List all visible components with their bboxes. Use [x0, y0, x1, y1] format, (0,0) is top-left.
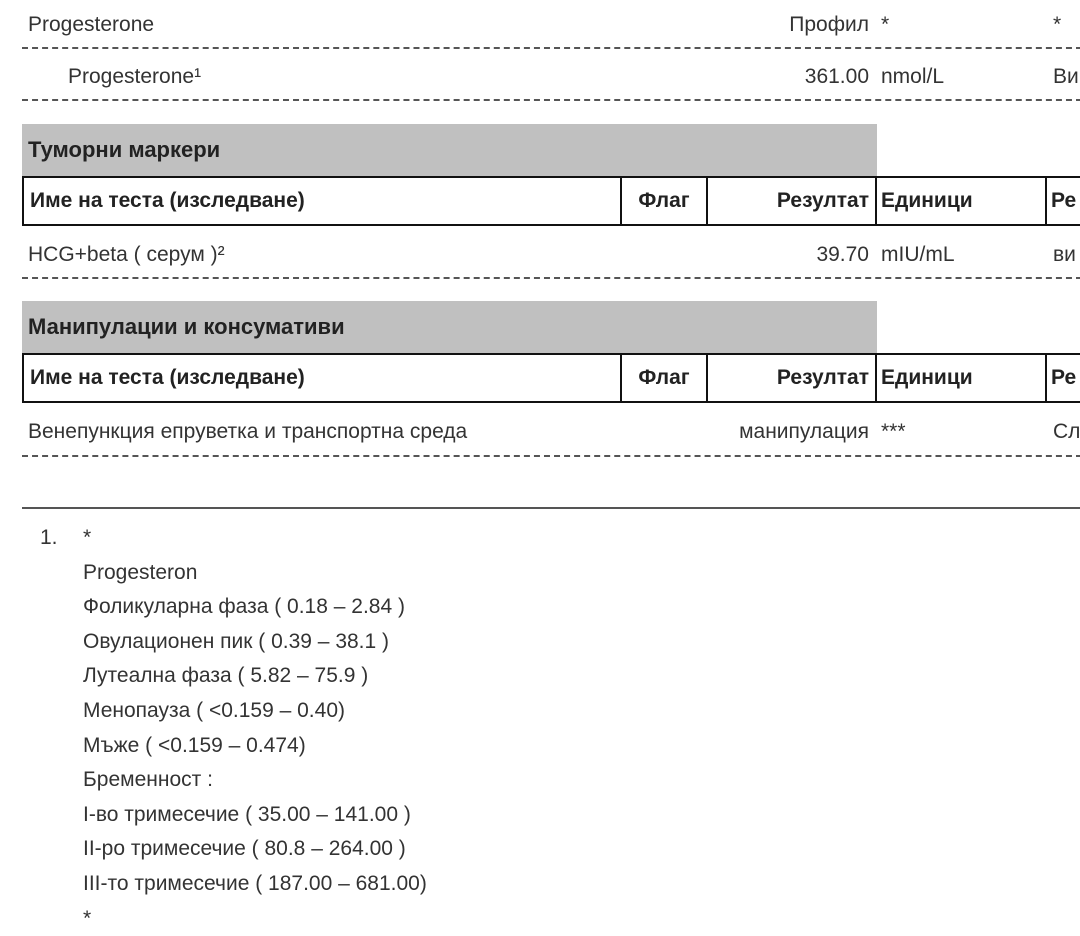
footnote-line: Бременност : [83, 768, 213, 792]
header-unit: Единици [877, 178, 1047, 224]
test-name: Progesterone [28, 13, 155, 36]
header-result: Резултат [706, 355, 877, 401]
unit: *** [881, 420, 906, 443]
footnote-line: Мъже ( <0.159 – 0.474) [83, 733, 306, 757]
header-name: Име на теста (изследване) [24, 178, 622, 224]
header-name: Име на теста (изследване) [24, 355, 622, 401]
header-flag: Флаг [622, 355, 708, 401]
unit: * [881, 13, 890, 36]
footnote-line: Менопауза ( <0.159 – 0.40) [83, 698, 345, 722]
table-header [22, 176, 1080, 226]
unit: nmol/L [881, 65, 945, 88]
table-row [22, 232, 1080, 278]
table-row [22, 2, 1080, 48]
footnote-line: Фоликуларна фаза ( 0.18 – 2.84 ) [83, 595, 405, 619]
test-name: Венепункция епруветка и транспортна среда [28, 420, 468, 443]
footnote-line: Лутеална фаза ( 5.82 – 75.9 ) [83, 664, 369, 688]
header-flag: Флаг [622, 178, 708, 224]
footnote-line: III-то тримесечие ( 187.00 – 681.00) [83, 871, 427, 895]
row-divider [22, 455, 1080, 457]
header-result: Резултат [706, 178, 877, 224]
row-divider [22, 99, 1080, 101]
reference: Сл [1053, 420, 1080, 443]
table-header [22, 353, 1080, 403]
header-reference: Ре [1051, 366, 1077, 389]
result: 361.00 [804, 65, 869, 88]
footnote [40, 521, 427, 936]
unit: mIU/mL [881, 243, 955, 266]
footnote-number: 1. [40, 526, 58, 549]
row-divider [22, 277, 1080, 279]
footnote-line: I-во тримесечие ( 35.00 – 141.00 ) [83, 802, 411, 826]
footnote-line: II-ро тримесечие ( 80.8 – 264.00 ) [83, 837, 406, 861]
header-unit: Единици [877, 355, 1047, 401]
table-row [22, 54, 1080, 100]
flag [622, 409, 706, 455]
reference: * [1053, 13, 1062, 36]
result: манипулация [739, 420, 869, 443]
footnote-line: * [83, 526, 92, 549]
section-title: Манипулации и консумативи [22, 301, 877, 353]
header-reference: Ре [1051, 189, 1077, 212]
table-row [22, 409, 1080, 455]
footnote-lines [83, 521, 427, 936]
footnotes-divider [22, 507, 1080, 509]
footnote-line: Овулационен пик ( 0.39 – 38.1 ) [83, 629, 390, 653]
test-name: Progesterone¹ [68, 65, 202, 88]
section-title: Туморни маркери [22, 124, 877, 176]
test-name: HCG+beta ( серум )² [28, 243, 225, 266]
result: Профил [789, 13, 869, 36]
footnote-line: * [83, 906, 92, 930]
reference: Ви [1053, 65, 1079, 88]
result: 39.70 [816, 243, 869, 266]
reference: ви [1053, 243, 1076, 266]
row-divider [22, 47, 1080, 49]
flag [622, 232, 706, 278]
footnote-line: Progesteron [83, 560, 198, 584]
